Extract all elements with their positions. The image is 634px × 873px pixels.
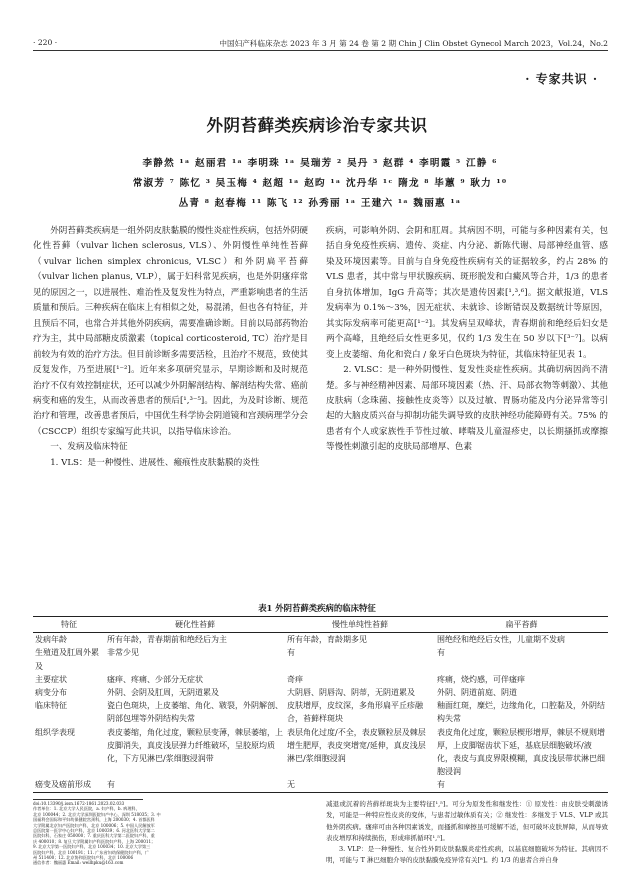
footnote-line: 州 511400；12. 北京协和医院妇产科，北京 100006 [33, 855, 134, 861]
footnote-rule [33, 799, 143, 800]
table-cell: 奇痒 [287, 674, 303, 684]
table-cell: 病变分布 [35, 688, 67, 698]
footnote-line: 9. 北京大学第一医院妇产科，北京 100034；10. 北京大学第三 [33, 844, 151, 850]
vls-paragraph-start: 1. VLS：是一种慢性、进展性、瘢痕性皮肤黏膜的炎性 [50, 457, 260, 468]
table-cell: 所有年龄，青春期前和绝经后为主 [107, 635, 227, 645]
right-column [326, 224, 608, 456]
footnote-line: 大学附属北京妇产医院妇产科，北京 100006；5. 中国人民解放军 [33, 822, 155, 828]
table-cell: 围绝经和绝经后女性，儿童期不发病 [437, 635, 565, 645]
footnote-line: 通信作者：魏丽惠 Email: weilhpku@163.com [33, 860, 124, 866]
table-cell: 表皮角化过度，颗粒层楔形增厚，棘层不规则增厚，上皮脚锯齿状下延，基底层细胞破坏/液化，表皮与真皮界限模糊，真皮浅层带状淋巴细胞浸润 [437, 727, 605, 777]
journal-citation: 中国妇产科临床杂志 2023 年 3 月 第 24 卷 第 2 期 Chin J Clin Obstet Gynecol March 2023，Vol.24，No.2 [219, 39, 608, 48]
intro-paragraph: 外阴苔藓类疾病是一组外阴皮肤黏膜的慢性炎症性疾病，包括外阴硬化性苔藓（vulvar lichen sclerosus, VLS）、外阴慢性单纯性苔藓（vulvar lichen simplex chronicus, VLSC）和外阴扁平苔藓（vulvar lichen planus, VLP），属于妇科常见疾病，也是外阴瘙痒常见的原因之一，以进展性、难治性及复发性为特点，严重影响患者的生活质量和预后。三种疾病在临床上有相似之处，易混淆，但也各有特征，并且预后不同，也常合并其他外阴疾病，需要准确诊断。目前以局部药物治疗为主，其中局部糖皮质激素（topical corticosteroid, TC）治疗是目前较为有效的治疗方法。但目前诊断多需要活检，且治疗不规范，致使其反复发作，乃至进展[¹⁻²]。近年来多项研究显示，早期诊断和及时规范治疗不仅有效控制症状，还可以减少外阴解剖结构、解剖结构失常、癌前病变和癌的发生，从而改善患者的预后[¹,³⁻⁵]。因此，为及时诊断、规范治疗和管理，改善患者预后，中国优生科学协会阴道镜和宫颈病理学分会（CSCCP）组织专家编写此共识，以指导临床诊治。 [33, 226, 309, 437]
table-cell: 有 [287, 648, 295, 658]
table-cell: 疼痛，烧灼感，可伴瘙痒 [437, 674, 525, 684]
table-row [33, 726, 608, 779]
author-line-2: 常淑芳 ⁷ 陈忆 ³ 吴玉梅 ⁴ 赵超 ¹ᵃ 赵昀 ¹ᵃ 沈丹华 ¹ᶜ 隋龙 ⁸ 毕蕙 ⁹ 耿力 ¹⁰ [132, 178, 508, 189]
table-cell: 瓷白色斑块，上皮萎缩、角化、皲裂，外阴解剖、阴部包埋等外阴结构失常 [107, 701, 283, 724]
right-paragraph-1: 疾病，可影响外阴、会阴和肛周。其病因不明，可能与多种因素有关，包括自身免疫性疾病、遗传、炎症、内分泌、新陈代谢、局部神经血管、感染及环境因素等。目前与自身免疫性疾病有关的证据较多，约占 28% 的 VLS 患者，其中常与甲状腺疾病、斑形脱发和白癜风等合并，1/3 的患者自身抗体增加，IgG 升高等；其次是遗传因素[¹,³,⁶]。据文献报道，VLS 发病率为 0.1%～3%，因无症状、未就诊、诊断错误及数据统计等原因，其实际发病率可能更高[¹⁻²]。其发病呈双峰状，青春期前和绝经后妇女是两个高峰，且绝经后女性更多见，仅约 1/3 发生在 50 岁以下[³⁻⁷]。以病变上皮萎缩、角化和瓷白 / 象牙白色斑块为特征，其临床特征见表 1。 [326, 226, 608, 360]
table-header-cell: 特征 [33, 617, 105, 633]
table-cell: 发病年龄 [35, 635, 67, 645]
left-column [33, 224, 308, 471]
author-line-1: 李静然 ¹ᵃ 赵丽君 ¹ᵃ 李明珠 ¹ᵃ 吴瑞芳 ² 吴丹 ³ 赵群 ⁴ 李明霞 ⁵ 江静 ⁶ [142, 158, 498, 169]
footnote-line: 医院妇产科，北京 100191；11. 广东省妇幼保健院妇产科，广 [33, 849, 150, 855]
clinical-features-table [33, 616, 608, 793]
table-cell: 外阴、会阴及肛周，无阴道累及 [107, 688, 219, 698]
footnote-line: 医院妇科，石家庄 050000；7. 重庆医科大学第二医院妇产科，重 [33, 833, 155, 839]
vlsc-continuation: 减退或沉着的苔藓样斑块为主要特征[¹,⁵]。可分为原发性和继发性：① 原发性：由皮肤受刺激诱发，可能是一种特应性皮炎的变体，与患者过敏体质有关；② 继发性：多继发于 VLS、VLP 或其他外阴疾病。瘙痒可由各种因素诱发，而搔抓和摩擦虽可缓解不适，但可破坏皮肤屏障，从而导致表皮增厚和持续损伤，形成痒抓循环[¹,⁵]。 [326, 800, 608, 842]
table-cell: 非常少见 [107, 648, 139, 658]
table-cell: 釉面红斑，糜烂，边缘角化，口腔黏及，外阴结构失常 [437, 701, 605, 724]
table-header-cell: 硬化性苔藓 [105, 617, 285, 633]
section-heading: 一、发病及临床特征 [50, 442, 128, 453]
page-number: · 220 · [33, 38, 58, 47]
section-label: · 专家共识 · [525, 72, 598, 86]
table-row [33, 633, 608, 647]
author-line-3: 丛青 ⁸ 赵春梅 ¹¹ 陈飞 ¹² 孙秀丽 ¹ᵃ 王建六 ¹ᵃ 魏丽惠 ¹ᵃ [178, 198, 462, 209]
table-header-cell: 扁平苔藓 [435, 617, 608, 633]
footnote-line: 庆 400010；8. 复旦大学附属妇产科医院妇产科，上海 200011； [33, 838, 156, 844]
footnote-line: 作者单位：1. 北京大学人民医院，a. 妇产科，b. 病理科， [33, 806, 140, 812]
table-row [33, 699, 608, 725]
table-cell: 有 [437, 648, 445, 658]
table-cell: 大阴唇、阴唇沟、阴蒂，无阴道累及 [287, 688, 415, 698]
table-cell: 所有年龄，育龄期多见 [287, 635, 367, 645]
table-header-cell: 慢性单纯性苔藓 [285, 617, 435, 633]
table-cell: 无 [285, 778, 435, 792]
table-cell: 生殖道及肛周外累及 [35, 648, 99, 671]
vlsc-paragraph: 2. VLSC：是一种外阴慢性、复发性炎症性疾病。其确切病因尚不清楚。多与神经精神因素、局部环境因素（热、汗、局部衣物等刺激）、其他皮肤病（念珠菌、接触性皮炎等）以及过敏、胃肠功能及内分泌异常等引起的大脑皮质兴奋与抑制功能失调导致的皮肤神经功能障碍有关。75% 的患者有个人或家族性手节性过敏、哮喘及儿童湿疹史，以长期搔抓或摩擦等慢性刺激引起的皮肤局部增厚、色素 [326, 365, 608, 453]
footnote-line: 北京 100044；2. 北京大学深圳医院妇产中心，深圳 518035；3. 中 [33, 811, 161, 817]
table-cell: 外阴、阴道前庭、阴道 [437, 688, 517, 698]
table-cell: 组织学表现 [35, 727, 75, 737]
table-cell: 临床特征 [35, 701, 67, 711]
footnote-line: doi:10.13390/j.issn.1672-1861.2023.02.033 [33, 801, 125, 806]
table-cell: 有 [435, 778, 608, 792]
table-cell: 表层角化过度/不全，表皮颗粒层及棘层增生肥厚，表皮突增宽/延伸，真皮浅层淋巴/浆细胞浸润 [287, 727, 426, 764]
table-cell: 瘙痒、疼痛、少部分无症状 [107, 674, 203, 684]
table-header-row [33, 617, 608, 633]
header-rule [33, 50, 608, 51]
vlp-paragraph: 3. VLP：是一种慢性、复合性外阴皮肤黏膜炎症性疾病，以基底细胞破坏为特征。其病因不明，可能与 T 淋巴细胞介导的皮肤黏膜免疫异常有关[⁸]。约 1/3 的患者合并自身 [326, 845, 608, 865]
table-caption: 表1 外阴苔藓类疾病的临床特征 [258, 603, 376, 613]
table-row [33, 778, 608, 792]
table-cell: 有 [105, 778, 285, 792]
footnote-line: 总医院第一医学中心妇产科，北京 100039；6. 河北医科大学第二 [33, 828, 155, 834]
table-cell: 表皮萎缩，角化过度，颗粒层变薄，棘层萎缩，上皮脚消失，真皮浅层弹力纤维破坏，呈胶原均质化，下方见淋巴/浆细胞浸润带 [107, 727, 283, 764]
paper-title: 外阴苔藓类疾病诊治专家共识 [206, 116, 428, 135]
table-cell: 癌变及癌前形成 [33, 778, 105, 792]
table-row [33, 673, 608, 686]
table-cell: 皮肤增厚，皮纹深，多角形扁平丘疹融合，苔藓样斑块 [287, 701, 423, 724]
table-row [33, 686, 608, 699]
footnote-line: 国福利会国际和平妇幼保健院宫颈科，上海 200030；4. 首都医科 [33, 817, 155, 823]
author-affiliation-footnote [33, 801, 313, 866]
right-bottom-column [326, 799, 608, 867]
table-row [33, 646, 608, 672]
table-cell: 主要症状 [35, 674, 67, 684]
